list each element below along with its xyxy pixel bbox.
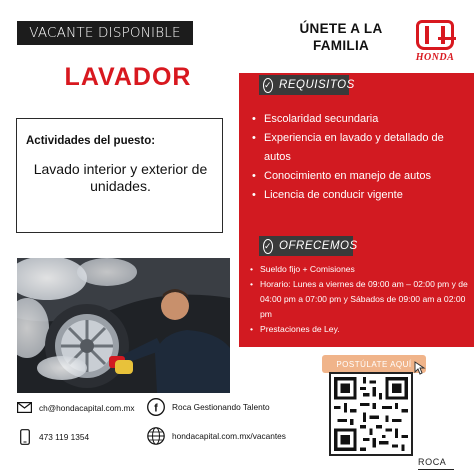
facebook-icon — [147, 398, 165, 416]
globe-icon — [147, 427, 165, 445]
phone-text[interactable]: 473 119 1354 — [39, 431, 90, 442]
website-contact — [147, 427, 286, 445]
vacancy-banner: VACANTE DISPONIBLE — [17, 21, 193, 45]
offer-label: OFRECEMOS — [279, 240, 358, 252]
activities-heading: Actividades del puesto: — [26, 135, 156, 147]
email-text[interactable]: ch@hondacapital.com.mx — [39, 402, 135, 413]
requirements-list — [252, 110, 468, 205]
list-item: • Escolaridad secundaria — [252, 110, 468, 129]
job-title: LAVADOR — [64, 63, 192, 91]
honda-wordmark: HONDA — [415, 52, 455, 63]
activities-box — [16, 118, 223, 233]
offer-list — [250, 262, 470, 337]
email-contact — [17, 400, 135, 415]
facebook-contact — [147, 398, 270, 416]
list-item: • Conocimiento en manejo de autos — [252, 167, 468, 186]
roca-underline — [418, 469, 454, 470]
list-item: • Horario: Lunes a viernes de 09:00 am – 02:00 pm y de 04:00 pm a 07:00 pm y Sábados de 09:00 am a 02:00 pm — [250, 277, 470, 322]
mail-icon — [17, 400, 32, 415]
roca-logo: ROCA — [418, 457, 447, 467]
car-wash-photo — [17, 258, 230, 393]
honda-h-mark-icon — [416, 20, 454, 50]
qr-code[interactable] — [329, 372, 413, 456]
list-item: • Licencia de conducir vigente — [252, 186, 468, 205]
phone-contact — [17, 429, 89, 444]
join-line-1: ÚNETE A LA — [299, 21, 383, 36]
qr-pattern — [331, 374, 411, 454]
honda-logo — [407, 20, 463, 64]
list-item: • Experiencia en lavado y detallado de autos — [252, 129, 468, 167]
offer-header — [259, 236, 358, 256]
requirements-header — [259, 75, 355, 95]
check-icon: ✓ — [263, 239, 273, 254]
svg-text:f: f — [154, 402, 158, 415]
requirements-label: REQUISITOS — [279, 79, 355, 91]
list-item: • Sueldo fijo + Comisiones — [250, 262, 470, 277]
phone-icon — [17, 429, 32, 444]
activities-text: Lavado interior y exterior de unidades. — [33, 161, 208, 194]
website-text[interactable]: hondacapital.com.mx/vacantes — [172, 431, 286, 441]
check-icon: ✓ — [263, 78, 273, 93]
facebook-text[interactable]: Roca Gestionando Talento — [172, 402, 270, 412]
pointer-cursor-icon — [414, 361, 426, 375]
apply-button[interactable]: POSTÚLATE AQUÍ — [322, 355, 426, 373]
join-line-2: FAMILIA — [312, 38, 370, 53]
join-tagline — [285, 20, 397, 54]
car-wash-illustration — [17, 258, 230, 393]
list-item: • Prestaciones de Ley. — [250, 322, 470, 337]
